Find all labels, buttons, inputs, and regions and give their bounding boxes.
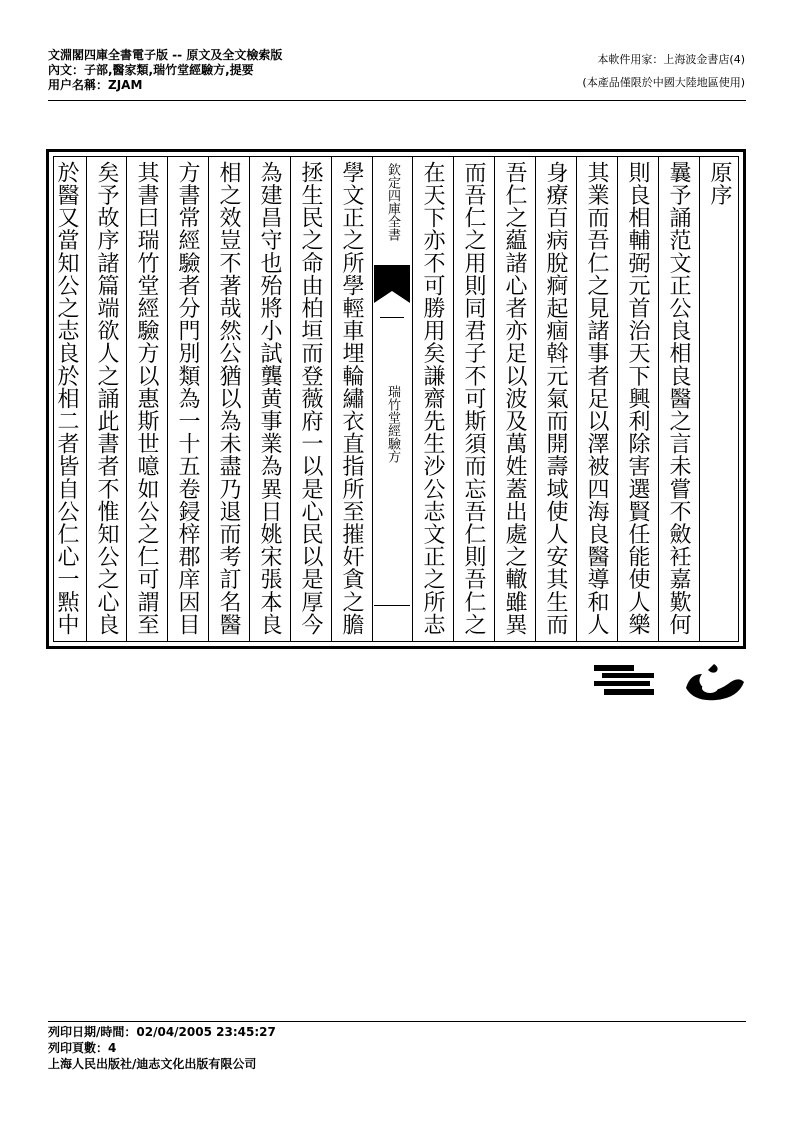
text-column: 於醫又當知公之志良於相二者皆自公仁心一㸃中 — [54, 161, 79, 636]
center-rule-top — [380, 317, 404, 318]
column-divider — [126, 157, 127, 641]
header-region-note: (本產品僅限於中國大陸地區使用) — [582, 76, 745, 89]
text-column: 其書曰瑞竹堂經驗方以惠斯世噫如公之仁可謂至 — [134, 161, 159, 636]
text-column: 矣予故序諸篇端欲人之誦此書者不惟知公之心良 — [94, 161, 119, 636]
column-divider — [167, 157, 168, 641]
center-book-title: 欽定四庫全書 — [385, 163, 400, 241]
column-divider — [331, 157, 332, 641]
text-column: 相之效豈不著哉然公猶以為未盡乃退而考訂名醫 — [216, 161, 241, 636]
publisher-logo-icon — [592, 662, 658, 698]
column-divider — [617, 157, 618, 641]
page-frame — [46, 149, 746, 649]
column-divider — [290, 157, 291, 641]
header-divider — [48, 100, 746, 101]
column-divider — [576, 157, 577, 641]
footer-divider — [48, 1021, 746, 1022]
header-title: 文淵閣四庫全書電子版 -- 原文及全文檢索版 — [48, 48, 283, 62]
center-rule-bottom — [374, 605, 410, 606]
text-column: 方書常經驗者分門別類為一十五卷鋟梓郡庠因目 — [175, 161, 200, 636]
text-column: 其業而吾仁之見諸事者足以澤被四海良醫導和人 — [584, 161, 609, 636]
header-right — [582, 48, 745, 94]
column-divider — [535, 157, 536, 641]
text-column: 身療百病脫痾起痼斡元氣而開壽域使人安其生而 — [543, 161, 568, 636]
seal-logo-icon — [680, 662, 748, 706]
header-content-path: 內文：子部,醫家類,瑞竹堂經驗方,提要 — [48, 63, 254, 77]
page-inner-border — [53, 156, 739, 642]
column-divider — [249, 157, 250, 641]
header-left — [48, 48, 282, 93]
text-column: 原序 — [707, 161, 732, 207]
header-licensee: 本軟件用家：上海波金書店(4) — [597, 53, 745, 66]
text-column: 學文正之所學輕車埋輪繡衣直指所至摧奸貪之膽 — [339, 161, 364, 636]
print-datetime: 列印日期/時間：02/04/2005 23:45:27 — [48, 1025, 276, 1039]
column-divider — [494, 157, 495, 641]
column-divider — [208, 157, 209, 641]
publisher-name: 上海人民出版社/迪志文化出版有限公司 — [48, 1057, 257, 1071]
text-column: 拯生民之命由柏垣而登薇府一以是心民以是厚今 — [298, 161, 323, 636]
fishtail-mark-icon — [374, 265, 410, 311]
text-column: 曩予誦范文正公良相良醫之言未嘗不斂衽嘉歎何 — [666, 161, 691, 636]
text-column: 吾仁之藴諸心者亦足以波及萬姓蓋出處之轍雖異 — [502, 161, 527, 636]
column-divider — [86, 157, 87, 641]
center-fold-column — [372, 157, 412, 641]
print-page-count: 列印頁數：4 — [48, 1041, 117, 1055]
footer — [48, 1024, 276, 1072]
text-column: 在天下亦不可勝用矣謙齋先生沙公志文正之所志 — [420, 161, 445, 636]
text-column: 則良相輔弼元首治天下興利除害選賢任能使人樂 — [625, 161, 650, 636]
column-divider — [658, 157, 659, 641]
text-column: 為建昌守也殆將小試龔黄事業為異日姚宋張本良 — [257, 161, 282, 636]
header-username: 用户名稱：ZJAM — [48, 78, 143, 92]
text-column: 而吾仁之用則同君子不可斯須而忘吾仁則吾仁之 — [461, 161, 486, 636]
column-divider — [699, 157, 700, 641]
column-divider — [412, 157, 413, 641]
center-work-title: 瑞竹堂經驗方 — [385, 385, 400, 463]
column-divider — [453, 157, 454, 641]
column-divider — [372, 157, 373, 641]
